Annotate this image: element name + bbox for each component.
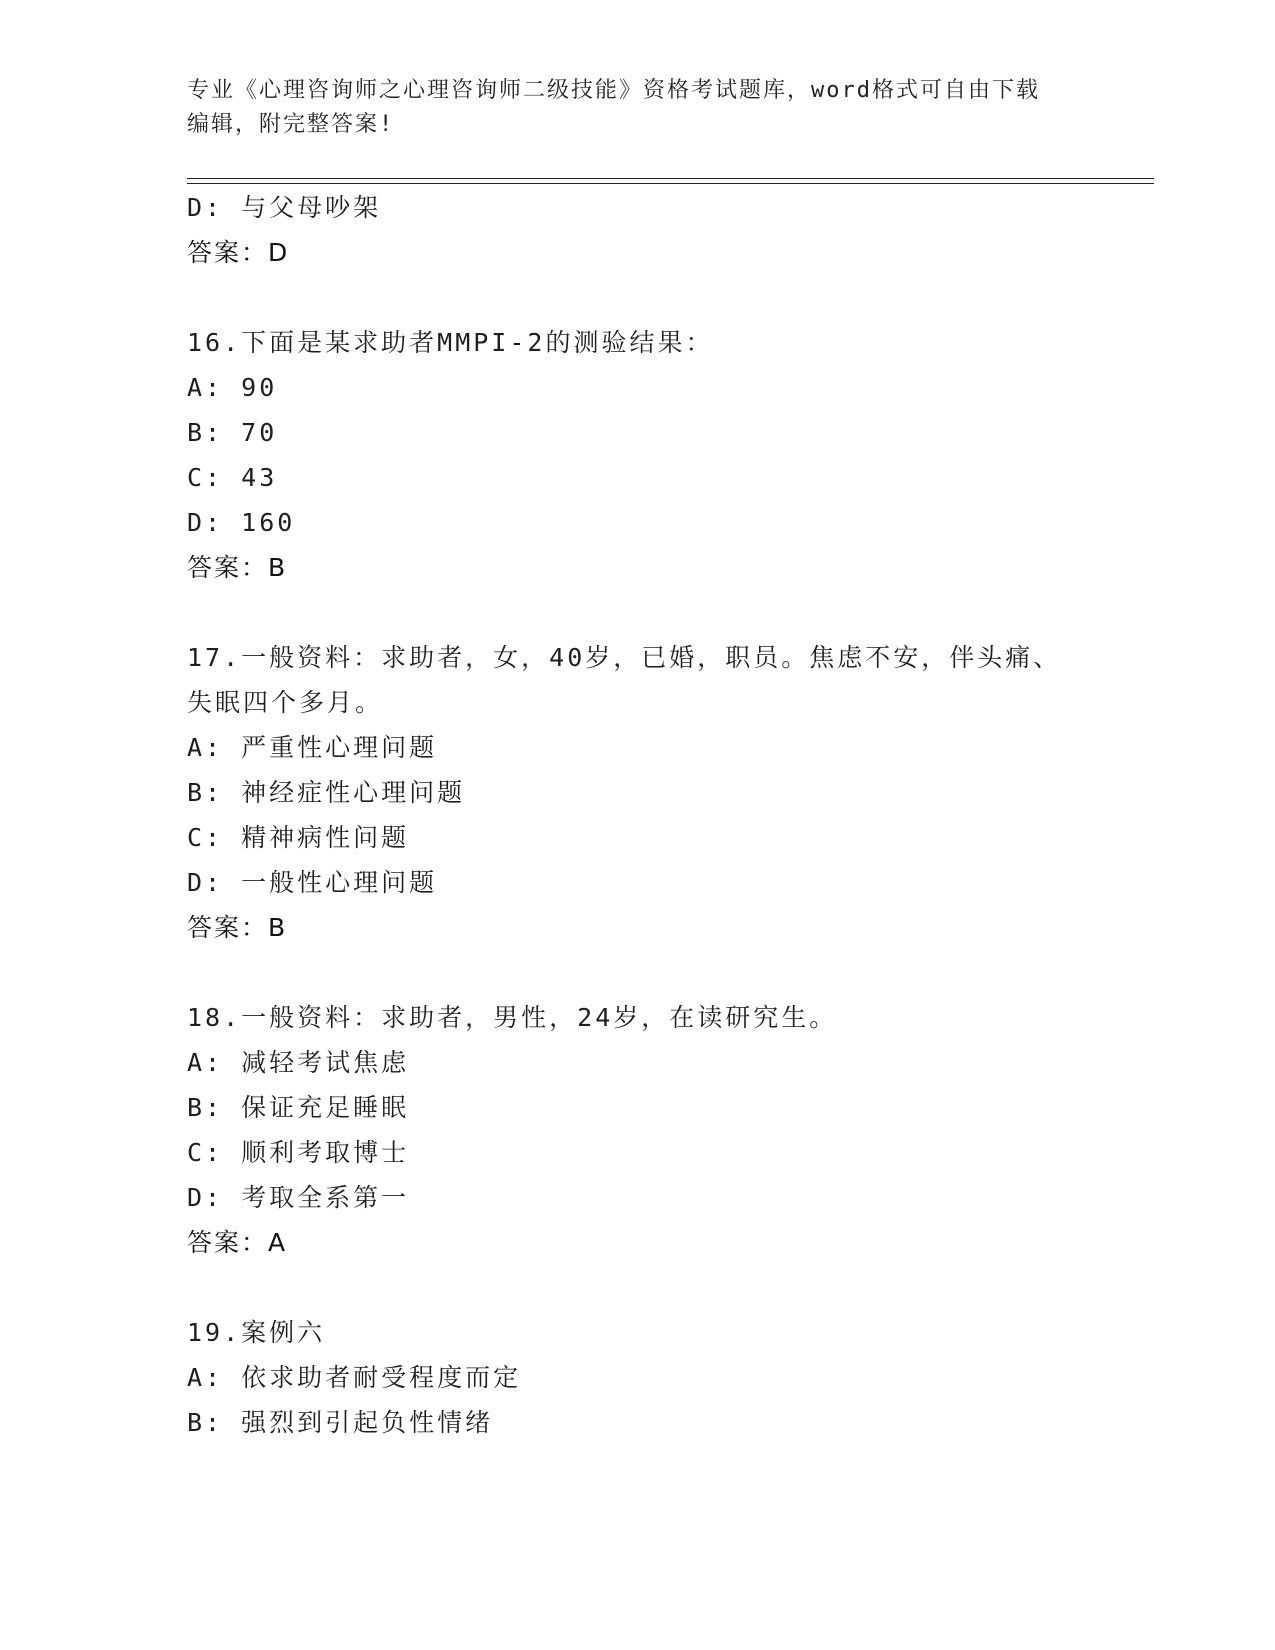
q17-option-b: B: 神经症性心理问题 — [187, 778, 466, 807]
q18-option-a: A: 减轻考试焦虑 — [187, 1048, 410, 1077]
q16-option-c: C: 43 — [187, 463, 278, 492]
header-divider-top — [187, 178, 1154, 179]
q19-option-b: B: 强烈到引起负性情绪 — [187, 1408, 494, 1437]
q17-stem-line-1: 17.一般资料：求助者，女，40岁，已婚，职员。焦虑不安，伴头痛、 — [187, 643, 1062, 672]
q15-answer: 答案：D — [187, 238, 290, 267]
q16-answer: 答案：B — [187, 553, 288, 582]
q16-option-d: D: 160 — [187, 508, 296, 537]
q18-option-c: C: 顺利考取博士 — [187, 1138, 410, 1167]
q18-option-b: B: 保证充足睡眠 — [187, 1093, 410, 1122]
q16-option-b: B: 70 — [187, 418, 278, 447]
q17-stem-line-2: 失眠四个多月。 — [187, 688, 384, 717]
q17-option-c: C: 精神病性问题 — [187, 823, 410, 852]
document-header — [187, 74, 1087, 142]
q16-option-a: A: 90 — [187, 373, 278, 402]
header-line-1: 专业《心理咨询师之心理咨询师二级技能》资格考试题库，word格式可自由下载 — [187, 78, 1040, 103]
q18-stem: 18.一般资料：求助者，男性，24岁，在读研究生。 — [187, 1003, 838, 1032]
q15-option-d: D: 与父母吵架 — [187, 193, 382, 222]
q16-stem: 16.下面是某求助者MMPI-2的测验结果： — [187, 328, 714, 357]
q18-option-d: D: 考取全系第一 — [187, 1183, 410, 1212]
header-divider-bottom — [187, 183, 1154, 184]
q17-answer: 答案：B — [187, 913, 288, 942]
q19-stem: 19.案例六 — [187, 1318, 326, 1347]
header-line-2: 编辑，附完整答案! — [187, 112, 395, 137]
q19-option-a: A: 依求助者耐受程度而定 — [187, 1363, 522, 1392]
q17-option-a: A: 严重性心理问题 — [187, 733, 438, 762]
q17-option-d: D: 一般性心理问题 — [187, 868, 438, 897]
q18-answer: 答案：A — [187, 1228, 288, 1257]
